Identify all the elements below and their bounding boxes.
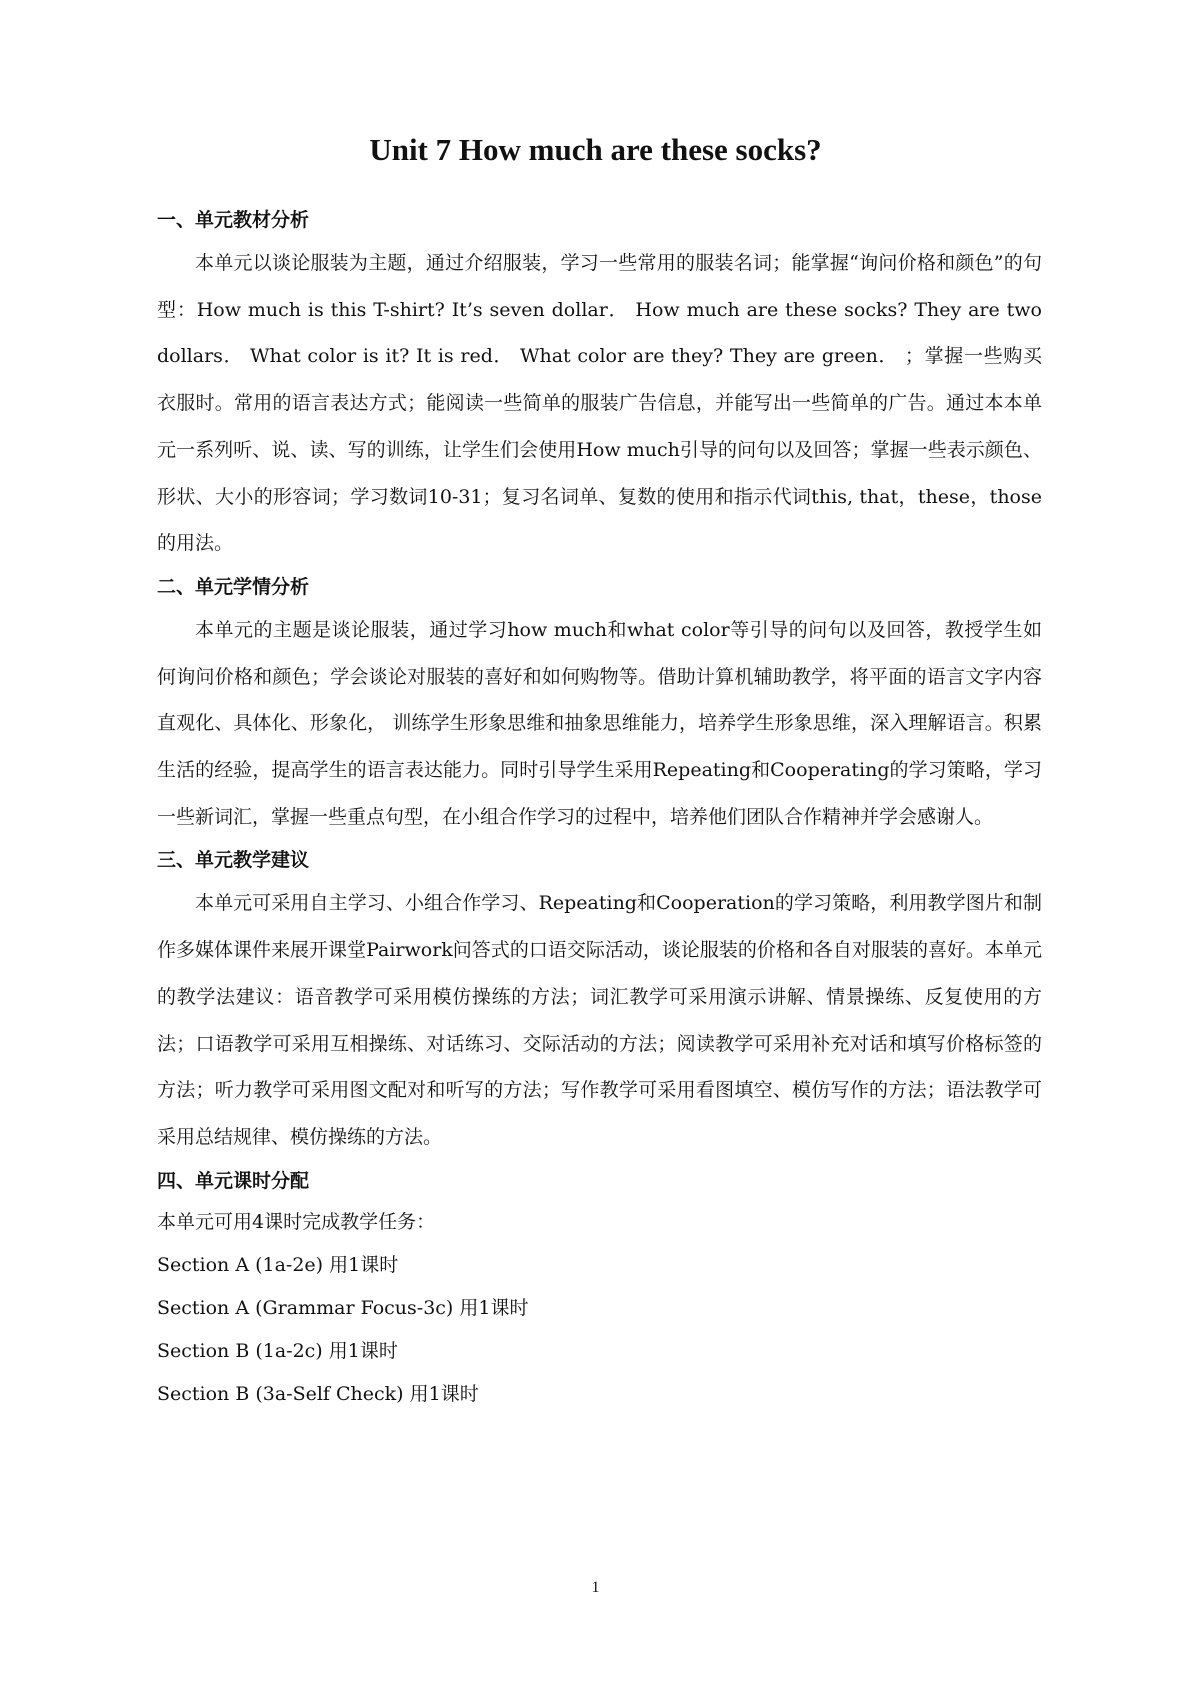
section-heading: 四、单元课时分配 <box>157 1169 310 1192</box>
section-heading: 二、单元学情分析 <box>157 575 310 598</box>
allocation-line: Section A (Grammar Focus-3c) 用1课时 <box>157 1296 529 1319</box>
allocation-line: Section B (3a-Self Check) 用1课时 <box>157 1382 479 1405</box>
section-paragraph: 本单元可采用自主学习、小组合作学习、Repeating和Cooperation的学习策略，利用教学图片和制作多媒体课件来展开课堂Pairwork问答式的口语交际活动，谈论服装的价格和各自对服装的喜好。本单元的教学法建议：语音教学可采用模仿操练的方法；词汇教学可采用演示讲解、情景操练、反复使用的方法；口语教学可采用互相操练、对话练习、交际活动的方法；阅读教学可采用补充对话和填写价格标签的方法；听力教学可采用图文配对和听写的方法；写作教学可采用看图填空、模仿写作的方法；语法教学可采用总结规律、模仿操练的方法。 <box>157 892 1042 1148</box>
section-heading: 三、单元教学建议 <box>157 849 310 872</box>
section-teaching-suggestions <box>157 846 1042 1160</box>
page-number: 1 <box>591 1579 600 1596</box>
allocation-line: Section B (1a-2c) 用1课时 <box>157 1339 398 1362</box>
section-textbook-analysis <box>157 206 1042 567</box>
section-student-analysis <box>157 573 1042 841</box>
section-paragraph: 本单元以谈论服装为主题，通过介绍服装，学习一些常用的服装名词；能掌握“询问价格和颜色”的句型：How much is this T-shirt? It’s seven dollar． How much are these socks? They are two dollars． What color is it? It is red． What color are they? They are green． ；掌握一些购买衣服时。常用的语言表达方式；能阅读一些简单的服装广告信息，并能写出一些简单的广告。通过本本单元一系列听、说、读、写的训练，让学生们会使用How much引导的问句以及回答；掌握一些表示颜色、形状、大小的形容词；学习数词10-31；复习名词单、复数的使用和指示代词this, that，these，those的用法。 <box>157 252 1042 555</box>
allocation-line: Section A (1a-2e) 用1课时 <box>157 1253 399 1276</box>
document-body <box>157 206 1042 1416</box>
allocation-line: 本单元可用4课时完成教学任务： <box>157 1210 436 1233</box>
section-paragraph: 本单元的主题是谈论服装，通过学习how much和what color等引导的问句以及回答，教授学生如何询问价格和颜色；学会谈论对服装的喜好和如何购物等。借助计算机辅助教学，将平面的语言文字内容直观化、具体化、形象化， 训练学生形象思维和抽象思维能力，培养学生形象思维，深入理解语言。积累生活的经验，提高学生的语言表达能力。同时引导学生采用Repeating和Cooperating的学习策略，学习一些新词汇，掌握一些重点句型，在小组合作学习的过程中，培养他们团队合作精神并学会感谢人。 <box>157 618 1042 828</box>
section-lesson-allocation <box>157 1167 1042 1416</box>
document-title: Unit 7 How much are these socks? <box>369 132 822 167</box>
section-heading: 一、单元教材分析 <box>157 209 310 231</box>
